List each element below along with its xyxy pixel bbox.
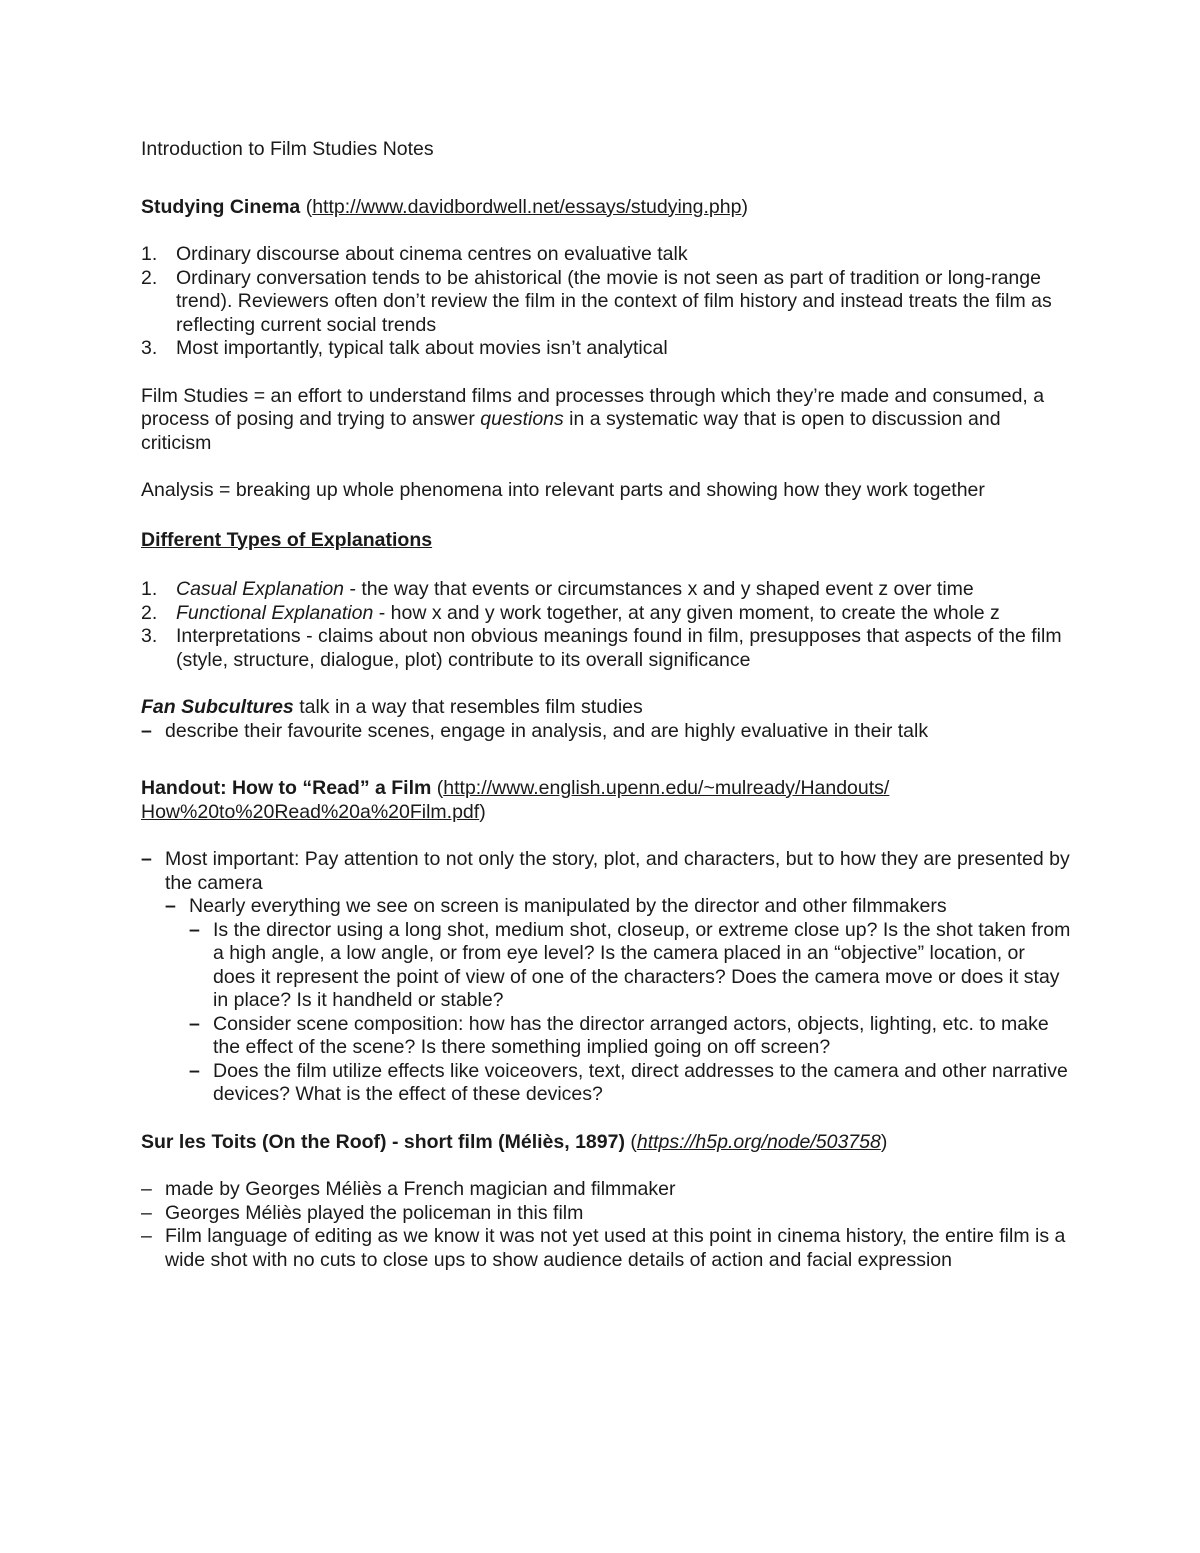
definition-text: Film Studies = an effort to understand films and processes through which they’re made and consumed, a process of posing and trying to answer (141, 384, 1045, 430)
list-item (141, 1202, 1071, 1226)
open-paren: ( (431, 777, 444, 799)
explanation-term: Casual Explanation (176, 578, 345, 600)
dash-bullet: – (141, 1201, 152, 1224)
explanations-heading: Different Types of Explanations (141, 528, 433, 551)
bullet-text: describe their favourite scenes, engage in analysis, and are highly evaluative in their talk (165, 719, 929, 742)
list-item (189, 1013, 1071, 1060)
list-number: 1. (141, 243, 158, 265)
bullet-text: Consider scene composition: how has the director arranged actors, objects, lighting, etc. to make the effect of the scene? Is there something implied going on off screen? (213, 1012, 1049, 1058)
list-item (141, 578, 1071, 602)
document-title: Introduction to Film Studies Notes (141, 138, 434, 160)
dash-bullet: – (189, 918, 200, 941)
close-paren: ) (880, 1130, 888, 1153)
list-item (141, 602, 1071, 626)
list-number: 3. (141, 337, 158, 359)
h5p-link[interactable]: https://h5p.org/node/503758 (636, 1130, 881, 1153)
studying-cinema-heading: Studying Cinema (141, 195, 301, 218)
list-item (141, 1178, 1071, 1202)
questions-emphasis: questions (480, 408, 564, 430)
bordwell-link[interactable]: http://www.davidbordwell.net/essays/studying.php (312, 195, 742, 218)
dash-bullet: – (141, 1178, 152, 1200)
list-number: 3. (141, 625, 158, 647)
dash-bullet: – (141, 719, 152, 742)
list-item (189, 919, 1071, 1013)
definition-text-end: in a systematic way that is open to discussion and criticism (141, 408, 1001, 454)
handout-subsub-bullets (189, 919, 1071, 1107)
handout-sub-bullets (165, 895, 1071, 1107)
explanation-term: Functional Explanation (176, 601, 374, 624)
bullet-text: Does the film utilize effects like voiceovers, text, direct addresses to the camera and other narrative devices? What is the effect of these devices? (213, 1059, 1068, 1105)
close-paren: ) (741, 195, 748, 218)
handout-heading: Handout: How to “Read” a Film (141, 777, 432, 799)
bullet-text: Georges Méliès played the policeman in this film (165, 1201, 584, 1224)
list-item-text: Most importantly, typical talk about movies isn’t analytical (176, 337, 668, 359)
explanations-list (141, 578, 1071, 672)
list-item (141, 625, 1071, 672)
fan-subcultures-bullets (141, 720, 1071, 744)
sur-les-toits-heading: Sur les Toits (On the Roof) - short film (Méliès, 1897) (141, 1130, 625, 1153)
list-item-text: Ordinary discourse about cinema centres on evaluative talk (176, 243, 688, 265)
list-number: 2. (141, 266, 158, 289)
explanation-text: Interpretations - claims about non obvious meanings found in film, presupposes that aspects of the film (style, structure, dialogue, plot) contribute to its overall significance (176, 625, 1062, 671)
bullet-text: Film language of editing as we know it was not yet used at this point in cinema history, the entire film is a wide shot with no cuts to close ups to show audience details of action and facial expression (165, 1225, 1066, 1271)
open-paren: ( (300, 195, 313, 218)
dash-bullet: – (189, 1059, 200, 1082)
sur-les-toits-bullets (141, 1178, 1071, 1272)
list-number: 2. (141, 601, 158, 624)
list-item-text: Ordinary conversation tends to be ahistorical (the movie is not seen as part of tradition or long-range trend). Reviewers often don’t review the film in the context of film history and instead treats the film as reflecting current social trends (176, 266, 1052, 336)
studying-cinema-heading-line (141, 196, 1071, 220)
handout-bullets (141, 848, 1071, 1107)
explanation-text: - the way that events or circumstances x and y shaped event z over time (344, 578, 974, 600)
bullet-text: Most important: Pay attention to not only the story, plot, and characters, but to how they are presented by the camera (165, 848, 1070, 894)
list-item (141, 337, 1071, 361)
dash-bullet: – (141, 848, 152, 870)
handout-heading-line (141, 777, 1071, 824)
dash-bullet: – (165, 895, 176, 917)
bullet-text: Nearly everything we see on screen is manipulated by the director and other filmmakers (189, 895, 947, 917)
list-item (141, 720, 1071, 744)
bullet-text: Is the director using a long shot, medium shot, closeup, or extreme close up? Is the shot taken from a high angle, a low angle, or from eye level? Is the camera placed in an “objective” location, or does it represent the point of view of one of the characters? Does the camera move or does it stay in place? Is it handheld or stable? (213, 918, 1071, 1011)
fan-subcultures-term: Fan Subcultures (141, 696, 294, 718)
analysis-definition: Analysis = breaking up whole phenomena into relevant parts and showing how they work together (141, 479, 985, 501)
list-item (165, 895, 1071, 1107)
list-item (141, 243, 1071, 267)
document-page (141, 138, 1071, 1272)
handout-link-part2[interactable]: How%20to%20Read%20a%20Film.pdf (141, 800, 480, 823)
list-item (141, 1225, 1071, 1272)
explanation-text: - how x and y work together, at any given moment, to create the whole z (373, 601, 1000, 624)
list-item (141, 848, 1071, 1107)
fan-subcultures-line (141, 696, 1071, 720)
open-paren: ( (624, 1130, 637, 1153)
list-item (189, 1060, 1071, 1107)
bullet-text: made by Georges Méliès a French magician and filmmaker (165, 1178, 676, 1200)
sur-les-toits-heading-line (141, 1131, 1071, 1155)
list-number: 1. (141, 578, 158, 600)
close-paren: ) (479, 800, 486, 823)
dash-bullet: – (189, 1012, 200, 1035)
film-studies-definition (141, 385, 1071, 456)
ordinary-talk-list (141, 243, 1071, 361)
handout-link-part1[interactable]: http://www.english.upenn.edu/~mulready/Handouts/ (443, 777, 890, 799)
dash-bullet: – (141, 1225, 152, 1247)
fan-subcultures-text: talk in a way that resembles film studies (293, 696, 643, 718)
list-item (141, 267, 1071, 338)
